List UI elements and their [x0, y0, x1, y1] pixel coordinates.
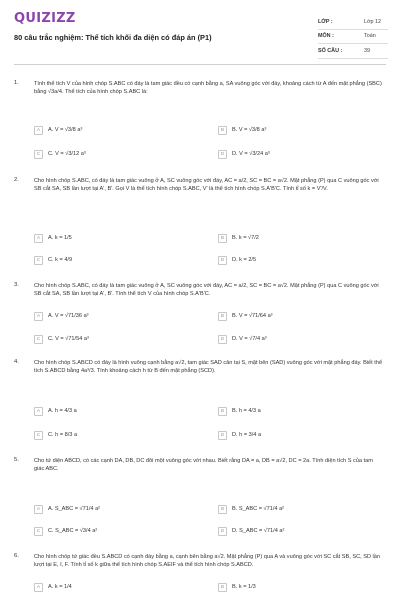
option-a[interactable]: [34, 405, 77, 417]
option-text: B. h = 4/3 a: [232, 408, 261, 414]
question-text: Cho hình chóp S.ABC, có đáy là tam giác vuông ở A, SC vuông góc với đáy, AC = a/2, SC = BC = a√2. Mặt phẳng (P) qua C vuông góc với SB cắt SA, SB lần lượt tại A', B'. Tính thể tích V của hình chóp S.A'B'C.: [34, 283, 379, 298]
header-divider: [14, 64, 386, 65]
question-number: 2.: [14, 177, 19, 183]
option-a[interactable]: [34, 232, 72, 244]
option-text: C. V = √71/54 a³: [48, 336, 89, 342]
option-b[interactable]: [218, 581, 256, 593]
option-text: A. k = 1/5: [48, 235, 72, 241]
quizizz-logo: QUIZIZZ: [14, 11, 76, 26]
option-letter-box: B: [218, 234, 227, 243]
option-letter-box: D: [218, 335, 227, 344]
option-c[interactable]: [34, 429, 77, 441]
page-title: 80 câu trắc nghiệm: Thể tích khối đa diện có đáp án (P1): [14, 33, 212, 42]
option-text: A. k = 1/4: [48, 584, 72, 590]
meta-row-class: [318, 15, 388, 30]
question-text: Cho hình chóp S.ABCD có đáy là hình vuông cạnh bằng a√2, tam giác SAD cân tại S, mặt bên (SAD) vuông góc với mặt phẳng đáy. Biết thể tích S.ABCD bằng 4a³/3. Tính khoảng cách h từ B đến mặt phẳng (SCD).: [34, 360, 383, 375]
meta-value: Lớp 12: [364, 18, 382, 25]
option-a[interactable]: [34, 581, 72, 593]
option-text: A. h = 4/3 a: [48, 408, 77, 414]
option-letter-box: C: [34, 431, 43, 440]
option-text: A. V = √71/36 a³: [48, 313, 89, 319]
option-d[interactable]: [218, 429, 261, 441]
option-letter-box: A: [34, 312, 43, 321]
meta-key: LỚP :: [318, 18, 333, 25]
option-text: D. V = √7/4 a³: [232, 336, 267, 342]
question-number: 1.: [14, 80, 19, 86]
option-letter-box: C: [34, 256, 43, 265]
option-letter-box: C: [34, 527, 43, 536]
option-text: C. S_ABC = √3/4 a²: [48, 528, 98, 534]
option-letter-box: D: [218, 527, 227, 536]
meta-table: [318, 15, 388, 59]
option-text: A. V = √3/8 a³: [48, 127, 83, 133]
option-d[interactable]: [218, 333, 267, 345]
option-letter-box: A: [34, 505, 43, 514]
question-text: Tính thể tích V của hình chóp S.ABC có đáy là tam giác đều có cạnh bằng a, SA vuông góc với đáy, khoảng cách từ A đến mặt phẳng (SBC) bằng √3a/4. Thể tích của hình chóp S.ABC là:: [34, 81, 382, 96]
option-b[interactable]: [218, 124, 266, 136]
option-d[interactable]: [218, 525, 284, 537]
option-a[interactable]: [34, 124, 82, 136]
question-number: 3.: [14, 282, 19, 288]
document-header: [0, 0, 400, 62]
option-b[interactable]: [218, 503, 284, 515]
option-text: A. S_ABC = √71/4 a²: [48, 506, 101, 512]
option-c[interactable]: [34, 254, 72, 266]
option-text: B. S_ABC = √71/4 a²: [232, 506, 285, 512]
question-text: Cho tứ diện ABCD, có các cạnh DA, DB, DC đôi một vuông góc với nhau. Biết rằng DA = a, DB = a√2, DC = 2a. Tính diện tích S của tam giác ABC.: [34, 458, 373, 473]
option-text: C. V = √3/12 a³: [48, 151, 86, 157]
meta-value: Toán: [364, 33, 376, 40]
option-letter-box: D: [218, 431, 227, 440]
option-letter-box: D: [218, 256, 227, 265]
option-text: D. k = 2/5: [232, 257, 257, 263]
option-d[interactable]: [218, 148, 270, 160]
option-c[interactable]: [34, 333, 89, 345]
option-a[interactable]: [34, 310, 89, 322]
option-b[interactable]: [218, 310, 273, 322]
option-text: B. k = √7/2: [232, 235, 259, 241]
question-text: Cho hình chóp S.ABC, có đáy là tam giác vuông ở A, SC vuông góc với đáy, AC = a/2, SC = BC = a√2. Mặt phẳng (P) qua C vuông góc với SB cắt SA, SB lần lượt tại A', B'. Gọi V là thể tích hình chóp S.ABC, V' là thể tích hình chóp S.A'B'C. Tính tỉ số k = V'/V.: [34, 178, 379, 193]
option-letter-box: A: [34, 407, 43, 416]
option-text: D. V = √3/24 a³: [232, 151, 270, 157]
option-letter-box: C: [34, 335, 43, 344]
option-text: B. V = √71/64 a³: [232, 313, 273, 319]
meta-key: MÔN :: [318, 33, 334, 40]
meta-row-subject: [318, 30, 388, 45]
option-c[interactable]: [34, 148, 86, 160]
option-letter-box: D: [218, 150, 227, 159]
option-letter-box: A: [34, 583, 43, 592]
question-number: 6.: [14, 553, 19, 559]
option-letter-box: B: [218, 126, 227, 135]
question-number: 5.: [14, 457, 19, 463]
question-number: 4.: [14, 359, 19, 365]
meta-key: SỐ CÂU :: [318, 47, 343, 54]
option-b[interactable]: [218, 232, 259, 244]
option-letter-box: C: [34, 150, 43, 159]
option-text: B. k = 1/3: [232, 584, 256, 590]
option-b[interactable]: [218, 405, 261, 417]
question-text: Cho hình chóp tứ giác đều S.ABCD có cạnh đáy bằng a, cạnh bên bằng a√2. Mặt phẳng (P) qua A và vuông góc với SC cắt SB, SC, SD lần lượt tại E, I, F. Tính tỉ số k giữa thể tích hình chóp S.AEIF và thể tích hình chóp S.ABCD.: [34, 554, 381, 569]
option-letter-box: B: [218, 583, 227, 592]
meta-row-count: [318, 44, 388, 59]
option-letter-box: A: [34, 234, 43, 243]
option-text: C. h = 8/3 a: [48, 432, 78, 438]
option-text: D. h = 3/4 a: [232, 432, 262, 438]
option-text: D. S_ABC = √71/4 a²: [232, 528, 285, 534]
option-text: C. k = 4/9: [48, 257, 73, 263]
option-a[interactable]: [34, 503, 100, 515]
option-d[interactable]: [218, 254, 256, 266]
option-c[interactable]: [34, 525, 97, 537]
option-letter-box: B: [218, 312, 227, 321]
option-text: B. V = √3/8 a³: [232, 127, 267, 133]
option-letter-box: B: [218, 407, 227, 416]
option-letter-box: A: [34, 126, 43, 135]
meta-value: 39: [364, 47, 370, 54]
option-letter-box: B: [218, 505, 227, 514]
